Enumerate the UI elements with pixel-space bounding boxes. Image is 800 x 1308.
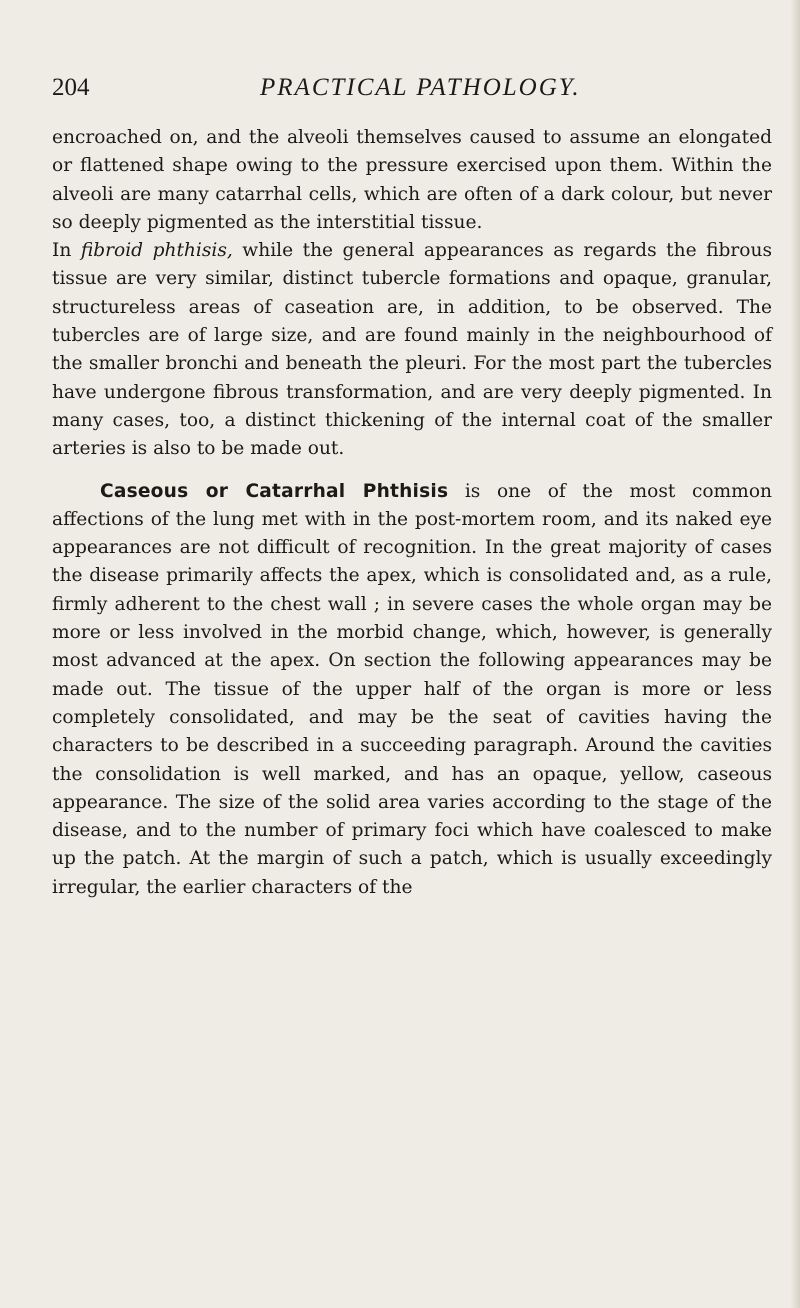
running-title: PRACTICAL PATHOLOGY. xyxy=(260,74,581,101)
paragraph-caseous-phthisis xyxy=(52,478,772,902)
paragraph-text: is one of the most common affections of the lung met with in the post-mortem room, and its naked eye appearances are not difficult of recognition. In the great majority of cases the disease primarily affects the apex, which is consolidated and, as a rule, firmly adherent to the chest wall ; in severe cases the whole organ may be more or less involved in the morbid change, which, however, is generally most advanced at the apex. On section the following appearances may be made out. The tissue of the upper half of the organ is more or less completely consolidated, and may be the seat of cavities having the characters to be described in a succeeding paragraph. Around the cavities the consolidation is well marked, and has an opaque, yellow, caseous appearance. The size of the solid area varies according to the stage of the disease, and to the number of primary foci which have coalesced to make up the patch. At the margin of such a patch, which is usually exceedingly irregular, the earlier characters of the xyxy=(52,480,772,898)
paragraph-text: encroached on, and the alveoli themselves caused to assume an elongated or flattened shape owing to the pressure exercised upon them. Within the alveoli are many catarrhal cells, which are often of a dark colour, but never so deeply pigmented as the interstitial tissue. xyxy=(52,127,772,233)
paragraph-lead: In xyxy=(52,240,81,262)
section-heading: Caseous or Catarrhal Phthisis xyxy=(100,480,449,502)
page-header xyxy=(52,74,772,106)
paragraph-text: while the general appearances as regards the fibrous tissue are very similar, distinct tubercle formations and opaque, granular, structureless areas of caseation are, in addition, to be observed. The tubercles are of large size, and are found mainly in the neighbourhood of the smaller bronchi and beneath the pleuri. For the most part the tubercles have undergone fibrous transformation, and are very deeply pigmented. In many cases, too, a distinct thickening of the internal coat of the smaller arteries is also to be made out. xyxy=(52,240,772,460)
page-number: 204 xyxy=(52,74,90,101)
paragraph-continuation xyxy=(52,124,772,237)
paragraph-fibroid-phthisis xyxy=(52,237,772,463)
body-text xyxy=(52,124,772,902)
page-edge-shadow xyxy=(790,0,800,1308)
italic-term: fibroid phthisis, xyxy=(80,240,233,262)
